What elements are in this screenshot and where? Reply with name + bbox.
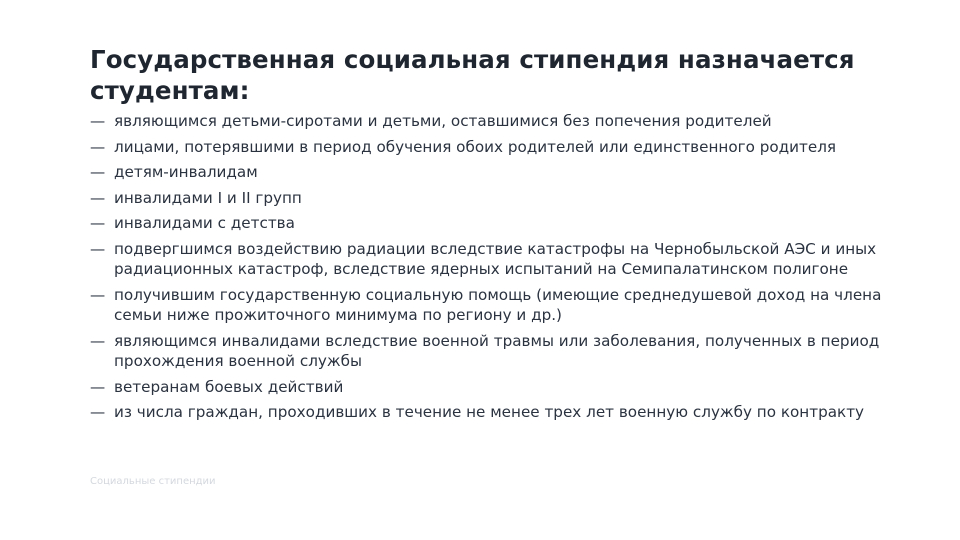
footer-text: Социальные стипендии bbox=[90, 476, 216, 487]
dash-bullet: — bbox=[90, 403, 106, 421]
list-item bbox=[90, 377, 890, 398]
list-item-text: инвалидами с детства bbox=[114, 214, 295, 232]
list-item-text: ветеранам боевых действий bbox=[114, 377, 344, 396]
dash-bullet: — bbox=[90, 112, 106, 130]
dash-bullet: — bbox=[90, 137, 106, 156]
list-item bbox=[90, 137, 890, 158]
list-item-text: подвергшимся воздействию радиации вследствие катастрофы на Чернобыльской АЭС и иных радиационных катастроф, вследствие ядерных испытаний на Семипалатинском полигоне bbox=[114, 239, 877, 278]
list-item-text: из числа граждан, проходивших в течение не менее трех лет военную службу по контракту bbox=[114, 403, 865, 421]
eligibility-list bbox=[90, 111, 890, 428]
list-item-text: являющимся детьми-сиротами и детьми, оставшимися без попечения родителей bbox=[114, 112, 772, 130]
dash-bullet: — bbox=[90, 163, 106, 181]
list-item bbox=[90, 331, 890, 372]
dash-bullet: — bbox=[90, 285, 106, 304]
list-item-text: получившим государственную социальную помощь (имеющие среднедушевой доход на члена семьи ниже прожиточного минимума по региону и др.) bbox=[114, 285, 882, 324]
list-item bbox=[90, 213, 890, 234]
list-item-text: являющимся инвалидами вследствие военной травмы или заболевания, полученных в период прохождения военной службы bbox=[114, 331, 880, 370]
slide-title: Государственная социальная стипендия назначается студентам: bbox=[90, 45, 855, 105]
list-item bbox=[90, 162, 890, 183]
dash-bullet: — bbox=[90, 377, 106, 396]
dash-bullet: — bbox=[90, 331, 106, 350]
list-item-text: лицами, потерявшими в период обучения обоих родителей или единственного родителя bbox=[114, 137, 837, 156]
list-item bbox=[90, 402, 890, 423]
list-item bbox=[90, 111, 890, 132]
dash-bullet: — bbox=[90, 214, 106, 232]
dash-bullet: — bbox=[90, 188, 106, 207]
list-item bbox=[90, 285, 890, 326]
list-item bbox=[90, 188, 890, 209]
dash-bullet: — bbox=[90, 239, 106, 258]
list-item-text: детям-инвалидам bbox=[114, 163, 258, 181]
list-item-text: инвалидами I и II групп bbox=[114, 188, 302, 207]
list-item bbox=[90, 239, 890, 280]
